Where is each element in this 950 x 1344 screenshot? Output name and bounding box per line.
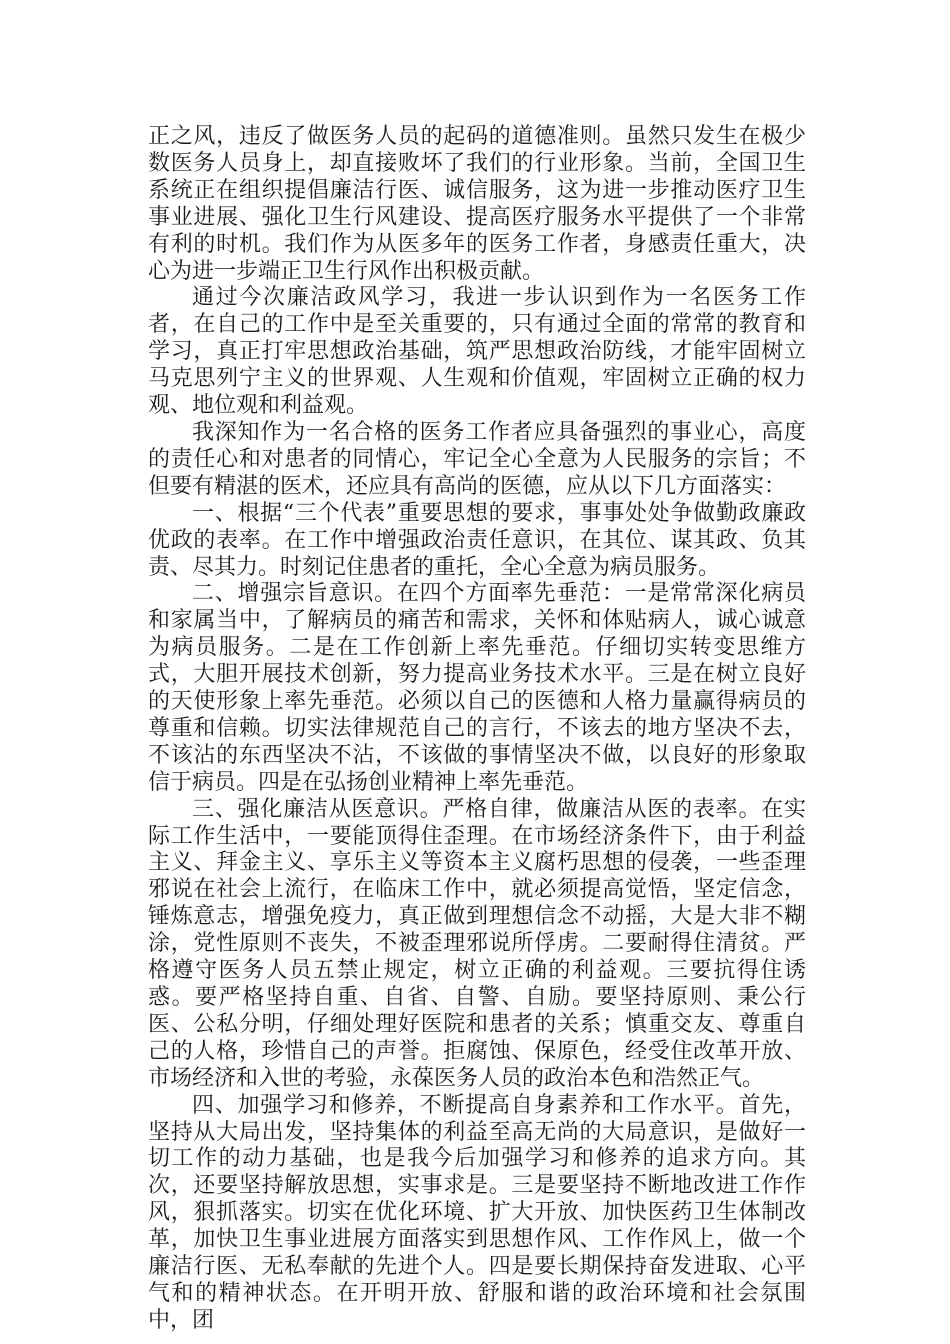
paragraph-study-reflection: 通过今次廉洁政风学习，我进一步认识到作为一名医务工作者，在自己的工作中是至关重要的，只有通过全面的常常的教育和学习，真正打牢思想政治基础，筑严思想政治防线，才能牢固树立马克思列宁主义的世界观、人生观和价值观，牢固树立正确的权力观、地位观和利益观。 bbox=[148, 285, 806, 419]
paragraph-point-one: 一、根据“三个代表”重要思想的要求，事事处处争做勤政廉政优政的表率。在工作中增强政治责任意识，在其位、谋其政、负其责、尽其力。时刻记住患者的重托，全心全意为病员服务。 bbox=[148, 500, 806, 580]
paragraph-point-two: 二、增强宗旨意识。在四个方面率先垂范：一是常常深化病员和家属当中，了解病员的痛苦和需求，关怀和体贴病人，诚心诚意为病员服务。二是在工作创新上率先垂范。仔细切实转变思维方式，大胆开展技术创新，努力提高业务技术水平。三是在树立良好的天使形象上率先垂范。必须以自己的医德和人格力量赢得病员的尊重和信赖。切实法律规范自己的言行，不该去的地方坚决不去，不该沾的东西坚决不沾，不该做的事情坚决不做，以良好的形象取信于病员。四是在弘扬创业精神上率先垂范。 bbox=[148, 581, 806, 795]
paragraph-point-four: 四、加强学习和修养，不断提高自身素养和工作水平。首先，坚持从大局出发，坚持集体的利益至高无尚的大局意识，是做好一切工作的动力基础，也是我今后加强学习和修养的追求方向。其次，还要坚持解放思想，实事求是。三是要坚持不断地改进工作作风，狠抓落实。切实在优化环境、扩大开放、加快医药卫生体制改革，加快卫生事业进展方面落实到思想作风、工作作风上，做一个廉洁行医、无私奉献的先进个人。四是要长期保持奋发进取、心平气和的精神状态。在开明开放、舒服和谐的政治环境和社会氛围中，团 bbox=[148, 1092, 806, 1333]
paragraph-qualified-worker: 我深知作为一名合格的医务工作者应具备强烈的事业心，高度的责任心和对患者的同情心，牢记全心全意为人民服务的宗旨；不但要有精湛的医术，还应具有高尚的医德，应从以下几方面落实： bbox=[148, 419, 806, 499]
paragraph-point-three: 三、强化廉洁从医意识。严格自律，做廉洁从医的表率。在实际工作生活中，一要能顶得住歪理。在市场经济条件下，由于利益主义、拜金主义、享乐主义等资本主义腐朽思想的侵袭，一些歪理邪说在社会上流行，在临床工作中，就必须提高觉悟，坚定信念，锤炼意志，增强免疫力，真正做到理想信念不动摇，大是大非不糊涂，党性原则不丧失，不被歪理邪说所俘虏。二要耐得住清贫。严格遵守医务人员五禁止规定，树立正确的利益观。三要抗得住诱惑。要严格坚持自重、自省、自警、自励。要坚持原则、秉公行医、公私分明，仔细处理好医院和患者的关系；慎重交友、尊重自己的人格，珍惜自己的声誉。拒腐蚀、保原色，经受住改革开放、市场经济和入世的考验，永葆医务人员的政治本色和浩然正气。 bbox=[148, 796, 806, 1091]
document-body bbox=[148, 124, 806, 1335]
paragraph-continuation: 正之风，违反了做医务人员的起码的道德准则。虽然只发生在极少数医务人员身上，却直接败坏了我们的行业形象。当前，全国卫生系统正在组织提倡廉洁行医、诚信服务，这为进一步推动医疗卫生事业进展、强化卫生行风建设、提高医疗服务水平提供了一个非常有利的时机。我们作为从医多年的医务工作者，身感责任重大，决心为进一步端正卫生行风作出积极贡献。 bbox=[148, 124, 806, 284]
